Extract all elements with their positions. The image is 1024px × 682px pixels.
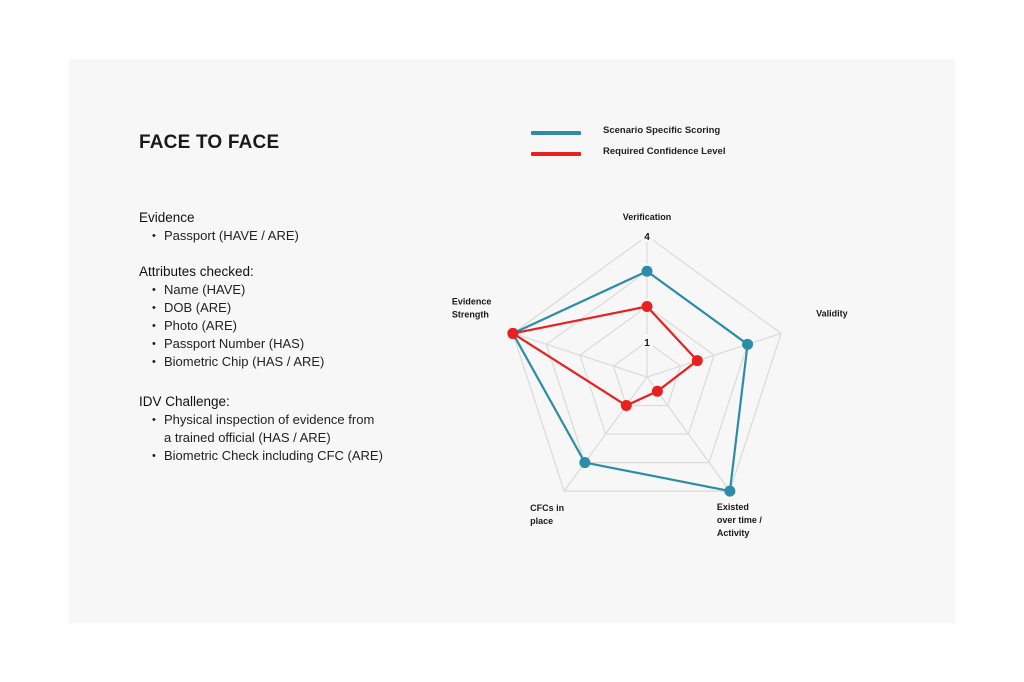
data-point: [724, 486, 735, 497]
radar-chart: [69, 59, 955, 623]
data-point: [507, 328, 518, 339]
list-item: • DOB (ARE): [152, 300, 232, 315]
data-point: [579, 457, 590, 468]
axis-label: Existed over time / Activity: [716, 502, 762, 539]
list-item: • Biometric Check including CFC (ARE): [152, 448, 383, 463]
data-point: [652, 386, 663, 397]
data-point: [621, 400, 632, 411]
legend-label: Required Confidence Level: [603, 146, 726, 157]
section-heading: Evidence: [139, 210, 195, 225]
list-item: • Passport (HAVE / ARE): [152, 228, 299, 243]
section-heading: IDV Challenge:: [139, 394, 230, 409]
data-point: [642, 266, 653, 277]
page-title: FACE TO FACE: [139, 132, 280, 153]
series-line: [513, 271, 748, 491]
list-item: • Name (HAVE): [152, 282, 246, 297]
tick-label: 4: [644, 232, 650, 243]
axis-label: CFCs in place: [530, 503, 565, 527]
list-item: • Biometric Chip (HAS / ARE): [152, 354, 325, 369]
legend-label: Scenario Specific Scoring: [603, 125, 721, 136]
data-point: [692, 355, 703, 366]
data-point: [642, 301, 653, 312]
data-point: [742, 339, 753, 350]
slide-panel: [69, 59, 955, 623]
axis-label: Evidence Strength: [451, 296, 492, 320]
list-item: • Passport Number (HAS): [152, 336, 305, 351]
axis-label: Verification: [622, 212, 672, 222]
list-item: • Physical inspection of evidence from a trained official (HAS / ARE): [152, 412, 375, 445]
list-item: • Photo (ARE): [152, 318, 237, 333]
grid-spoke: [647, 333, 781, 377]
section-heading: Attributes checked:: [139, 264, 254, 279]
axis-label: Validity: [816, 308, 848, 319]
tick-label: 1: [644, 337, 650, 349]
